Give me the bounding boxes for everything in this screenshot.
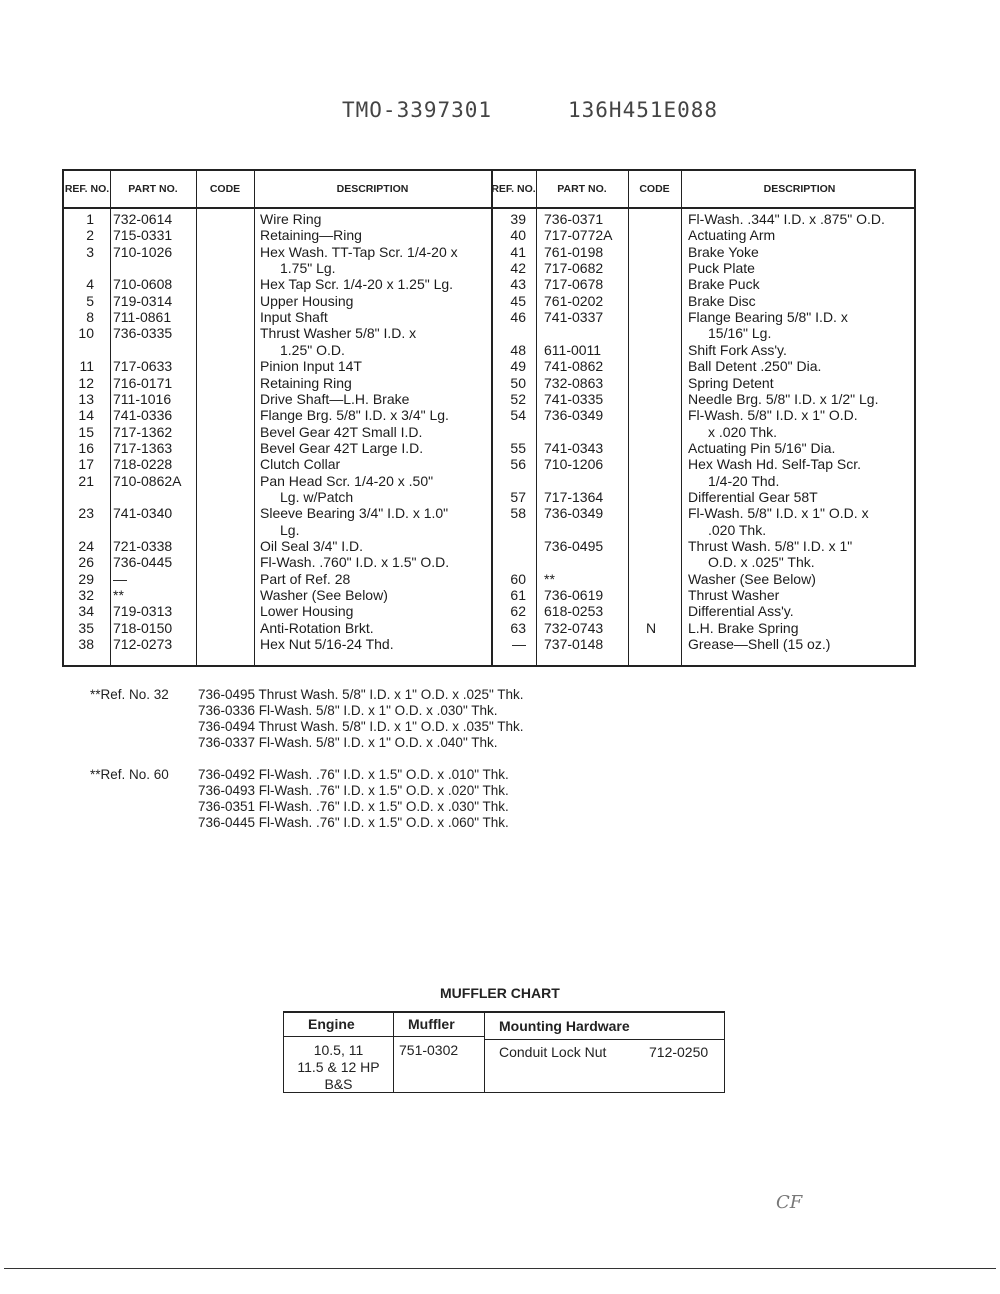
description-cell: Fl-Wash. .344" I.D. x .875" O.D. bbox=[688, 211, 885, 227]
ref-no-cell: 46 bbox=[510, 309, 526, 326]
part-no-cell: 611-0011 bbox=[544, 341, 602, 358]
muffler-chart-title: MUFFLER CHART bbox=[440, 985, 560, 1001]
part-no-cell: 741-0335 bbox=[544, 390, 604, 407]
description-continuation: 1.75" Lg. bbox=[280, 260, 336, 277]
description-cell: L.H. Brake Spring bbox=[688, 619, 799, 636]
description-cell: Part of Ref. 28 bbox=[260, 570, 351, 587]
part-no-cell: 737-0148 bbox=[544, 636, 604, 653]
ref-no-cell: 50 bbox=[510, 374, 526, 391]
hardware-part-cell: 712-0250 bbox=[649, 1044, 709, 1060]
part-no-cell: — bbox=[113, 570, 127, 587]
description-continuation: 1/4-20 Thd. bbox=[708, 472, 780, 489]
code-cell: N bbox=[646, 619, 657, 636]
part-no-cell: 717-0772A bbox=[544, 227, 613, 244]
ref-no-cell: 41 bbox=[510, 243, 526, 260]
footnote-line: 736-0494 Thrust Wash. 5/8" I.D. x 1" O.D. x .035" Thk. bbox=[198, 719, 524, 734]
part-no-cell: 710-0862A bbox=[113, 472, 182, 489]
footnote-line: 736-0493 Fl-Wash. .76" I.D. x 1.5" O.D. x .020" Thk. bbox=[198, 783, 509, 798]
ref-no-cell: 56 bbox=[510, 456, 526, 473]
part-no-cell: 736-0371 bbox=[544, 211, 604, 227]
ref-no-cell: 17 bbox=[78, 456, 94, 473]
ref-no-cell: — bbox=[512, 636, 526, 653]
ref-no-cell: 15 bbox=[78, 423, 94, 440]
description-cell: Shift Fork Ass'y. bbox=[688, 341, 787, 358]
description-cell: Wire Ring bbox=[260, 211, 322, 227]
part-no-cell: 736-0445 bbox=[113, 554, 173, 571]
ref-no-cell: 35 bbox=[78, 619, 94, 636]
description-cell: Fl-Wash. 5/8" I.D. x 1" O.D. bbox=[688, 407, 858, 424]
ref-no-cell: 58 bbox=[510, 505, 526, 522]
ref-no-cell: 57 bbox=[510, 488, 526, 505]
description-cell: Hex Tap Scr. 1/4-20 x 1.25" Lg. bbox=[260, 276, 454, 293]
part-no-cell: 711-1016 bbox=[113, 390, 172, 407]
header-code: CODE bbox=[639, 182, 670, 195]
part-no-cell: 718-0228 bbox=[113, 456, 173, 473]
part-no-cell: 716-0171 bbox=[113, 374, 173, 391]
part-no-cell: 741-0343 bbox=[544, 439, 604, 456]
description-cell: Spring Detent bbox=[688, 374, 774, 391]
ref-no-cell: 12 bbox=[78, 374, 94, 391]
part-no-cell: 715-0331 bbox=[113, 227, 173, 244]
footnote-ref-32 bbox=[90, 687, 169, 703]
description-continuation: O.D. x .025" Thk. bbox=[708, 554, 815, 571]
description-cell: Grease—Shell (15 oz.) bbox=[688, 636, 831, 653]
part-no-cell: 710-0608 bbox=[113, 276, 173, 293]
header-code: CODE bbox=[209, 182, 241, 195]
header-rule bbox=[64, 207, 914, 209]
part-no-cell: 712-0273 bbox=[113, 636, 173, 653]
engine-line: 10.5, 11 bbox=[313, 1042, 364, 1058]
footnote-label: **Ref. No. 32 bbox=[90, 687, 169, 702]
ref-no-cell: 29 bbox=[78, 570, 94, 587]
ref-no-cell: 11 bbox=[79, 358, 94, 375]
description-cell: Thrust Washer bbox=[688, 587, 780, 604]
header-rule bbox=[284, 1036, 484, 1037]
column-divider bbox=[681, 171, 682, 665]
description-cell: Brake Yoke bbox=[688, 243, 759, 260]
ref-no-cell: 62 bbox=[510, 603, 526, 620]
ref-no-cell: 52 bbox=[510, 390, 526, 407]
description-cell: Differential Ass'y. bbox=[688, 603, 794, 620]
part-no-cell: 761-0198 bbox=[544, 243, 604, 260]
column-divider bbox=[254, 171, 255, 665]
ref-no-cell: 54 bbox=[510, 407, 526, 424]
description-cell: Fl-Wash. .760" I.D. x 1.5" O.D. bbox=[260, 554, 450, 571]
header-mounting-hardware: Mounting Hardware bbox=[499, 1018, 630, 1034]
header-part-no: PART NO. bbox=[128, 182, 178, 195]
header-rule bbox=[484, 1039, 724, 1040]
description-cell: Needle Brg. 5/8" I.D. x 1/2" Lg. bbox=[688, 390, 879, 407]
footnote-line: 736-0337 Fl-Wash. 5/8" I.D. x 1" O.D. x .040" Thk. bbox=[198, 735, 498, 750]
ref-no-cell: 49 bbox=[510, 358, 526, 375]
description-continuation: x .020 Thk. bbox=[708, 423, 778, 440]
column-divider bbox=[484, 1013, 485, 1092]
ref-no-cell: 45 bbox=[510, 292, 526, 309]
header-description: DESCRIPTION bbox=[336, 182, 409, 195]
column-divider bbox=[110, 171, 111, 665]
column-divider bbox=[393, 1013, 394, 1092]
description-cell: Actuating Pin 5/16" Dia. bbox=[688, 439, 836, 456]
description-cell: Thrust Wash. 5/8" I.D. x 1" bbox=[688, 538, 853, 554]
footnote-line: 736-0336 Fl-Wash. 5/8" I.D. x 1" O.D. x .030" Thk. bbox=[198, 703, 498, 718]
description-continuation: Lg. w/Patch bbox=[280, 488, 354, 505]
ref-no-cell: 39 bbox=[510, 211, 526, 227]
part-no-cell: 741-0337 bbox=[544, 309, 604, 326]
ref-no-cell: 43 bbox=[510, 276, 526, 293]
description-cell: Differential Gear 58T bbox=[688, 488, 818, 505]
description-cell: Drive Shaft—L.H. Brake bbox=[260, 390, 410, 407]
description-cell: Bevel Gear 42T Large I.D. bbox=[260, 439, 424, 456]
description-cell: Washer (See Below) bbox=[260, 587, 388, 604]
part-no-cell: 736-0619 bbox=[544, 587, 604, 604]
part-no-cell: 717-0678 bbox=[544, 276, 604, 293]
ref-no-cell: 60 bbox=[510, 570, 526, 587]
part-no-cell: 736-0349 bbox=[544, 407, 604, 424]
header-part-no: PART NO. bbox=[557, 182, 607, 195]
part-no-cell: 741-0340 bbox=[113, 505, 173, 522]
ref-no-cell: 13 bbox=[78, 390, 94, 407]
footnote-line: 736-0492 Fl-Wash. .76" I.D. x 1.5" O.D. x .010" Thk. bbox=[198, 767, 509, 782]
ref-no-cell: 32 bbox=[78, 587, 94, 604]
footnote-line: 736-0495 Thrust Wash. 5/8" I.D. x 1" O.D. x .025" Thk. bbox=[198, 687, 524, 702]
ref-no-cell: 21 bbox=[78, 472, 94, 489]
part-no-cell: 741-0862 bbox=[544, 358, 604, 375]
header-engine: Engine bbox=[308, 1016, 355, 1032]
description-cell: Actuating Arm bbox=[688, 227, 776, 244]
description-cell: Pinion Input 14T bbox=[260, 358, 362, 375]
description-continuation: 1.25" O.D. bbox=[280, 341, 345, 358]
description-cell: Ball Detent .250" Dia. bbox=[688, 358, 822, 375]
part-no-cell: 736-0495 bbox=[544, 538, 604, 554]
description-cell: Sleeve Bearing 3/4" I.D. x 1.0" bbox=[260, 505, 449, 522]
description-cell: Hex Wash Hd. Self-Tap Scr. bbox=[688, 456, 861, 473]
description-cell: Retaining—Ring bbox=[260, 227, 362, 244]
header-description: DESCRIPTION bbox=[763, 182, 836, 195]
ref-no-cell: 4 bbox=[86, 276, 94, 293]
model-number: TMO-3397301 bbox=[342, 98, 493, 122]
footnote-label: **Ref. No. 60 bbox=[90, 767, 169, 782]
hardware-desc-cell: Conduit Lock Nut bbox=[499, 1044, 607, 1060]
ref-no-cell: 42 bbox=[510, 260, 526, 277]
part-no-cell: 710-1206 bbox=[544, 456, 604, 473]
ref-no-cell: 10 bbox=[78, 325, 94, 342]
column-divider bbox=[536, 171, 537, 665]
ref-no-cell: 3 bbox=[86, 243, 94, 260]
column-divider bbox=[196, 171, 197, 665]
part-no-cell: 736-0335 bbox=[113, 325, 173, 342]
ref-no-cell: 8 bbox=[86, 309, 94, 326]
description-cell: Hex Wash. TT-Tap Scr. 1/4-20 x bbox=[260, 243, 458, 260]
ref-no-cell: 55 bbox=[510, 439, 526, 456]
part-no-cell: 717-0682 bbox=[544, 260, 604, 277]
footnote-lines bbox=[198, 687, 524, 751]
description-cell: Lower Housing bbox=[260, 603, 354, 620]
ref-no-cell: 63 bbox=[510, 619, 526, 636]
ref-no-cell: 34 bbox=[78, 603, 94, 620]
part-no-cell: 719-0314 bbox=[113, 292, 173, 309]
part-no-cell: 718-0150 bbox=[113, 619, 173, 636]
part-no-cell: 717-1363 bbox=[113, 439, 173, 456]
part-no-cell: 711-0861 bbox=[113, 309, 172, 326]
description-cell: Oil Seal 3/4" I.D. bbox=[260, 538, 364, 554]
footnote-lines bbox=[198, 767, 509, 831]
ref-no-cell: 24 bbox=[78, 538, 94, 554]
ref-no-cell: 26 bbox=[78, 554, 94, 571]
description-cell: Clutch Collar bbox=[260, 456, 341, 473]
part-no-cell: 732-0743 bbox=[544, 619, 604, 636]
header-ref-no: REF. NO. bbox=[491, 182, 536, 195]
engine-line: B&S bbox=[324, 1076, 353, 1092]
ref-no-cell: 5 bbox=[86, 292, 94, 309]
ref-no-cell: 1 bbox=[86, 211, 94, 227]
description-cell: Retaining Ring bbox=[260, 374, 352, 391]
column-divider bbox=[628, 171, 629, 665]
ref-no-cell: 16 bbox=[78, 439, 94, 456]
description-cell: Bevel Gear 42T Small I.D. bbox=[260, 423, 423, 440]
part-no-cell: 732-0863 bbox=[544, 374, 604, 391]
ref-no-cell: 2 bbox=[86, 227, 94, 244]
ref-no-cell: 38 bbox=[78, 636, 94, 653]
part-no-cell: 710-1026 bbox=[113, 243, 173, 260]
muffler-part-cell: 751-0302 bbox=[399, 1042, 459, 1058]
description-cell: Hex Nut 5/16-24 Thd. bbox=[260, 636, 394, 653]
part-no-cell: 719-0313 bbox=[113, 603, 173, 620]
description-cell: Input Shaft bbox=[260, 309, 328, 326]
description-continuation: .020 Thk. bbox=[708, 521, 767, 538]
part-no-cell: 741-0336 bbox=[113, 407, 173, 424]
part-number: 136H451E088 bbox=[568, 98, 719, 122]
page-bottom-rule bbox=[4, 1268, 996, 1269]
ref-no-cell: 23 bbox=[78, 505, 94, 522]
description-cell: Washer (See Below) bbox=[688, 570, 816, 587]
description-cell: Flange Bearing 5/8" I.D. x bbox=[688, 309, 848, 326]
footnote-line: 736-0351 Fl-Wash. .76" I.D. x 1.5" O.D. x .030" Thk. bbox=[198, 799, 509, 814]
ref-no-cell: 48 bbox=[510, 341, 526, 358]
muffler-chart bbox=[283, 1011, 725, 1093]
part-no-cell: 717-0633 bbox=[113, 358, 173, 375]
footnote-line: 736-0445 Fl-Wash. .76" I.D. x 1.5" O.D. x .060" Thk. bbox=[198, 815, 509, 830]
header-ref-no: REF. NO. bbox=[64, 182, 110, 195]
description-cell: Upper Housing bbox=[260, 292, 354, 309]
column-divider bbox=[491, 171, 493, 665]
ref-no-cell: 40 bbox=[510, 227, 526, 244]
footnote-ref-60 bbox=[90, 767, 169, 783]
part-no-cell: 717-1362 bbox=[113, 423, 173, 440]
part-no-cell: 761-0202 bbox=[544, 292, 604, 309]
description-cell: Brake Disc bbox=[688, 292, 756, 309]
part-no-cell: 736-0349 bbox=[544, 505, 604, 522]
part-no-cell: 618-0253 bbox=[544, 603, 604, 620]
handwritten-mark: CF bbox=[776, 1192, 803, 1213]
part-no-cell: 721-0338 bbox=[113, 538, 173, 554]
description-continuation: Lg. bbox=[280, 521, 300, 538]
part-no-cell: 732-0614 bbox=[113, 211, 173, 227]
part-no-cell: ** bbox=[113, 587, 124, 604]
ref-no-cell: 14 bbox=[78, 407, 94, 424]
parts-table bbox=[62, 169, 916, 667]
part-no-cell: 717-1364 bbox=[544, 488, 604, 505]
header-muffler: Muffler bbox=[408, 1016, 455, 1032]
engine-line: 11.5 & 12 HP bbox=[297, 1059, 380, 1075]
description-cell: Pan Head Scr. 1/4-20 x .50" bbox=[260, 472, 434, 489]
description-cell: Thrust Washer 5/8" I.D. x bbox=[260, 325, 417, 342]
description-cell: Brake Puck bbox=[688, 276, 760, 293]
part-no-cell: ** bbox=[544, 570, 555, 587]
ref-no-cell: 61 bbox=[510, 587, 526, 604]
description-cell: Puck Plate bbox=[688, 260, 755, 277]
engine-cell bbox=[284, 1042, 393, 1093]
description-continuation: 15/16" Lg. bbox=[708, 325, 772, 342]
description-cell: Anti-Rotation Brkt. bbox=[260, 619, 374, 636]
description-cell: Fl-Wash. 5/8" I.D. x 1" O.D. x bbox=[688, 505, 869, 522]
description-cell: Flange Brg. 5/8" I.D. x 3/4" Lg. bbox=[260, 407, 449, 424]
